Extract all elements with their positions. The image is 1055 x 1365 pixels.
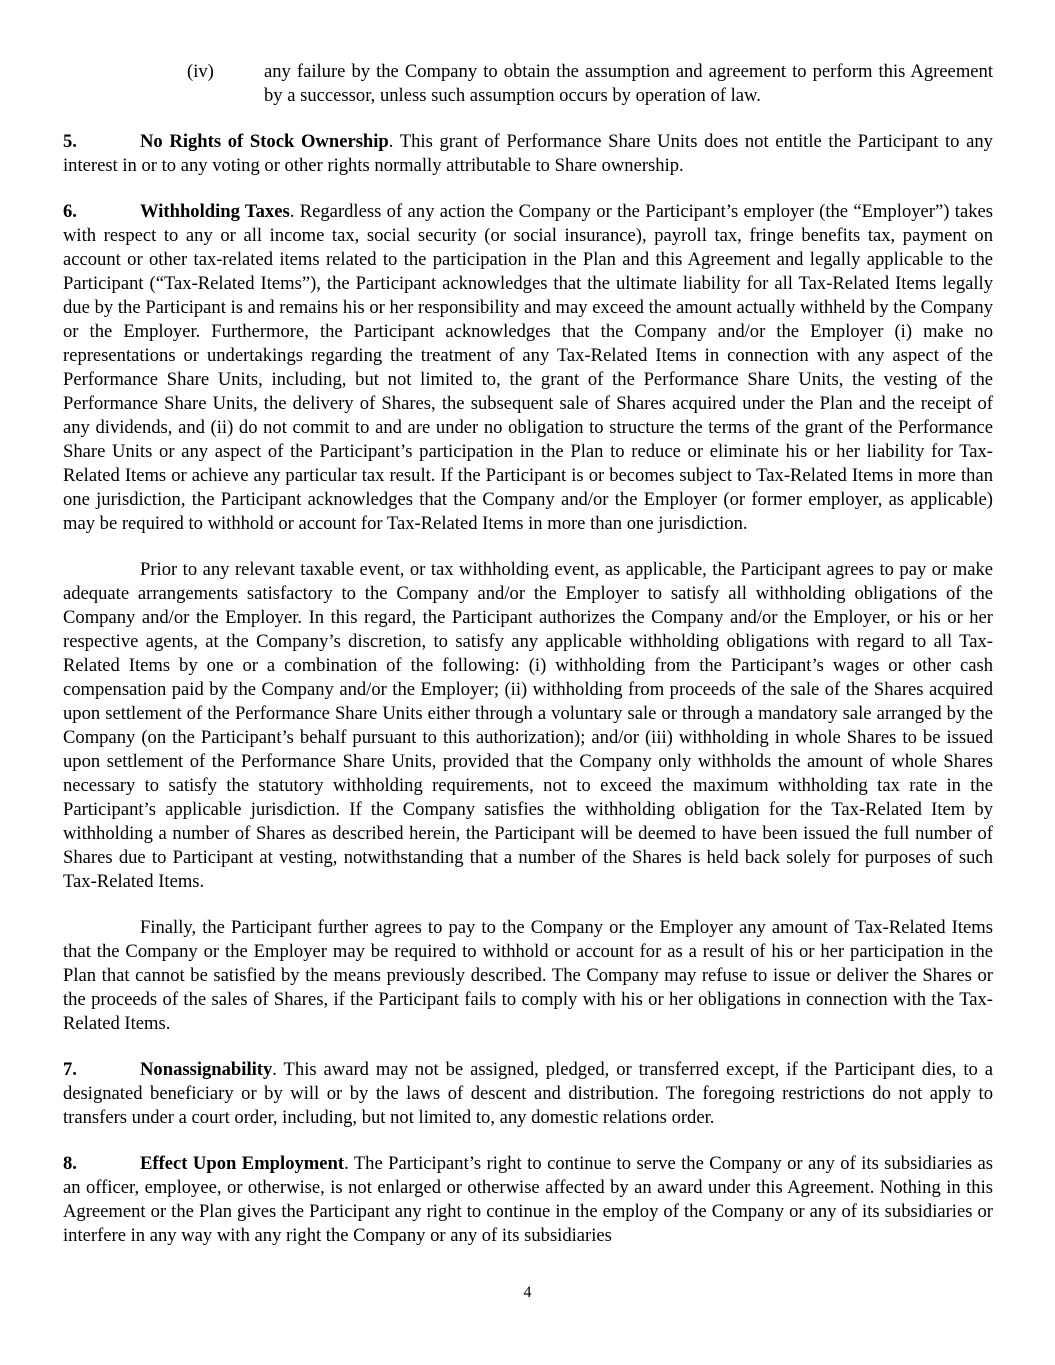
section-8-title: Effect Upon Employment xyxy=(140,1153,345,1174)
section-7-title: Nonassignability xyxy=(140,1059,273,1080)
section-5 xyxy=(63,130,993,178)
section-6-paragraph-2: Prior to any relevant taxable event, or tax withholding event, as applicable, the Participant agrees to pay or make adequate arrangements satisfactory to the Company and/or the Employer to satisfy all withholding obligations of the Company and/or the Employer. In this regard, the Participant authorizes the Company and/or the Employer, or his or her respective agents, at the Company’s discretion, to satisfy any applicable withholding obligations with regard to all Tax-Related Items by one or a combination of the following: (i) withholding from the Participant’s wages or other cash compensation paid by the Company and/or the Employer; (ii) withholding from proceeds of the sale of the Shares acquired upon settlement of the Performance Share Units either through a voluntary sale or through a mandatory sale arranged by the Company (on the Participant’s behalf pursuant to this authorization); and/or (iii) withholding in whole Shares to be issued upon settlement of the Performance Share Units, provided that the Company only withholds the amount of whole Shares necessary to satisfy the statutory withholding requirements, not to exceed the maximum withholding tax rate in the Participant’s applicable jurisdiction. If the Company satisfies the withholding obligation for the Tax-Related Item by withholding a number of Shares as described herein, the Participant will be deemed to have been issued the full number of Shares due to Participant at vesting, notwithstanding that a number of the Shares is held back solely for purposes of such Tax-Related Items. xyxy=(63,559,993,892)
section-8-text: . The Participant’s right to continue to serve the Company or any of its subsidiaries as an officer, employee, or otherwise, is not enlarged or otherwise affected by an award under this Agreement. Nothing in this Agreement or the Plan gives the Participant any right to continue in the employ of the Company or any of its subsidiaries or interfere in any way with any right the Company or any of its subsidiaries xyxy=(63,1153,994,1246)
section-6-paragraph-3: Finally, the Participant further agrees to pay to the Company or the Employer any amount of Tax-Related Items that the Company or the Employer may be required to withhold or account for as a result of his or her participation in the Plan that cannot be satisfied by the means previously described. The Company may refuse to issue or deliver the Shares or the proceeds of the sales of Shares, if the Participant fails to comply with his or her obligations in connection with the Tax-Related Items. xyxy=(63,917,993,1034)
section-8-number: 8. xyxy=(63,1153,77,1174)
section-5-text: . This grant of Performance Share Units does not entitle the Participant to any interest in or to any voting or other rights normally attributable to Share ownership. xyxy=(63,131,993,176)
section-7-number: 7. xyxy=(63,1059,77,1080)
section-7-text: . This award may not be assigned, pledged, or transferred except, if the Participant dies, to a designated beneficiary or by will or by the laws of descent and distribution. The foregoing restrictions do not apply to transfers under a court order, including, but not limited to, any domestic relations order. xyxy=(63,1059,993,1128)
section-6 xyxy=(63,200,993,536)
clause-iv-number: (iv) xyxy=(187,61,214,82)
section-6-number: 6. xyxy=(63,201,77,222)
section-6-title: Withholding Taxes xyxy=(140,201,290,222)
section-8 xyxy=(63,1152,993,1248)
clause-iv-text: any failure by the Company to obtain the assumption and agreement to perform this Agreement by a successor, unless such assumption occurs by operation of law. xyxy=(264,61,993,106)
section-5-title: No Rights of Stock Ownership xyxy=(140,131,389,152)
section-6-text: . Regardless of any action the Company or the Participant’s employer (the “Employer”) takes with respect to any or all income tax, social security (or social insurance), payroll tax, fringe benefits tax, payment on account or other tax-related items related to the participation in the Plan and this Agreement and legally applicable to the Participant (“Tax-Related Items”), the Participant acknowledges that the ultimate liability for all Tax-Related Items legally due by the Participant is and remains his or her responsibility and may exceed the amount actually withheld by the Company or the Employer. Furthermore, the Participant acknowledges that the Company and/or the Employer (i) make no representations or undertakings regarding the treatment of any Tax-Related Items in connection with any aspect of the Performance Share Units, including, but not limited to, the grant of the Performance Share Units, the vesting of the Performance Share Units, the delivery of Shares, the subsequent sale of Shares acquired under the Plan and the receipt of any dividends, and (ii) do not commit to and are under no obligation to structure the terms of the grant of the Performance Share Units or any aspect of the Participant’s participation in the Plan to reduce or eliminate his or her liability for Tax-Related Items or achieve any particular tax result. If the Participant is or becomes subject to Tax-Related Items in more than one jurisdiction, the Participant acknowledges that the Company and/or the Employer (or former employer, as applicable) may be required to withhold or account for Tax-Related Items in more than one jurisdiction. xyxy=(63,201,993,534)
section-5-number: 5. xyxy=(63,131,77,152)
document-page xyxy=(63,60,993,1270)
section-7 xyxy=(63,1058,993,1130)
page-number: 4 xyxy=(523,1284,532,1301)
clause-iv xyxy=(63,60,993,108)
